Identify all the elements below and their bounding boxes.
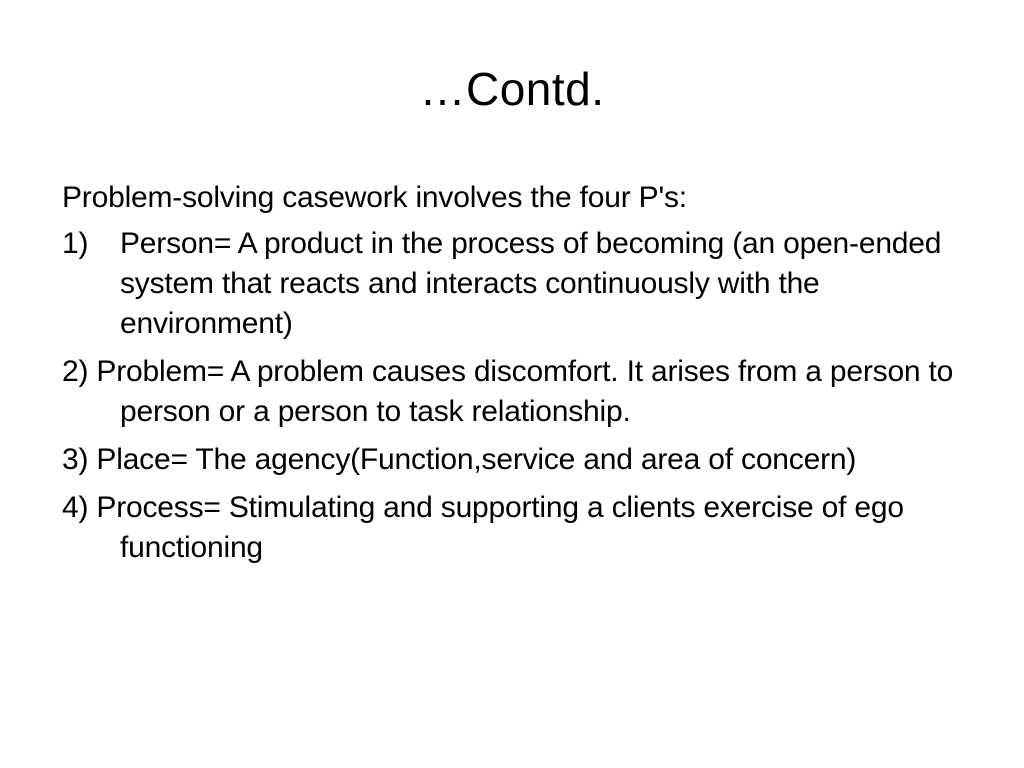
list-item — [62, 440, 982, 480]
slide-title: …Contd. — [419, 63, 605, 115]
list-item-marker: 2) — [62, 355, 89, 388]
list-item-text: Place= The agency(Function,service and area of concern) — [96, 443, 857, 476]
list-item — [62, 488, 982, 568]
list-item-marker: 3) — [62, 443, 89, 476]
list-item-text: Person= A product in the process of becoming (an open-ended system that reacts and interacts continuously with the environment) — [120, 227, 942, 340]
list-item-text: Process= Stimulating and supporting a clients exercise of ego functioning — [96, 491, 904, 564]
list-item — [62, 224, 982, 344]
intro-text: Problem-solving casework involves the four P's: — [62, 181, 687, 214]
slide-body — [62, 178, 982, 576]
list-item — [62, 352, 982, 432]
list-item-text: Problem= A problem causes discomfort. It arises from a person to person or a person to task relationship. — [96, 355, 954, 428]
list-item-marker: 4) — [62, 491, 89, 524]
list-item-marker: 1) — [62, 227, 89, 260]
